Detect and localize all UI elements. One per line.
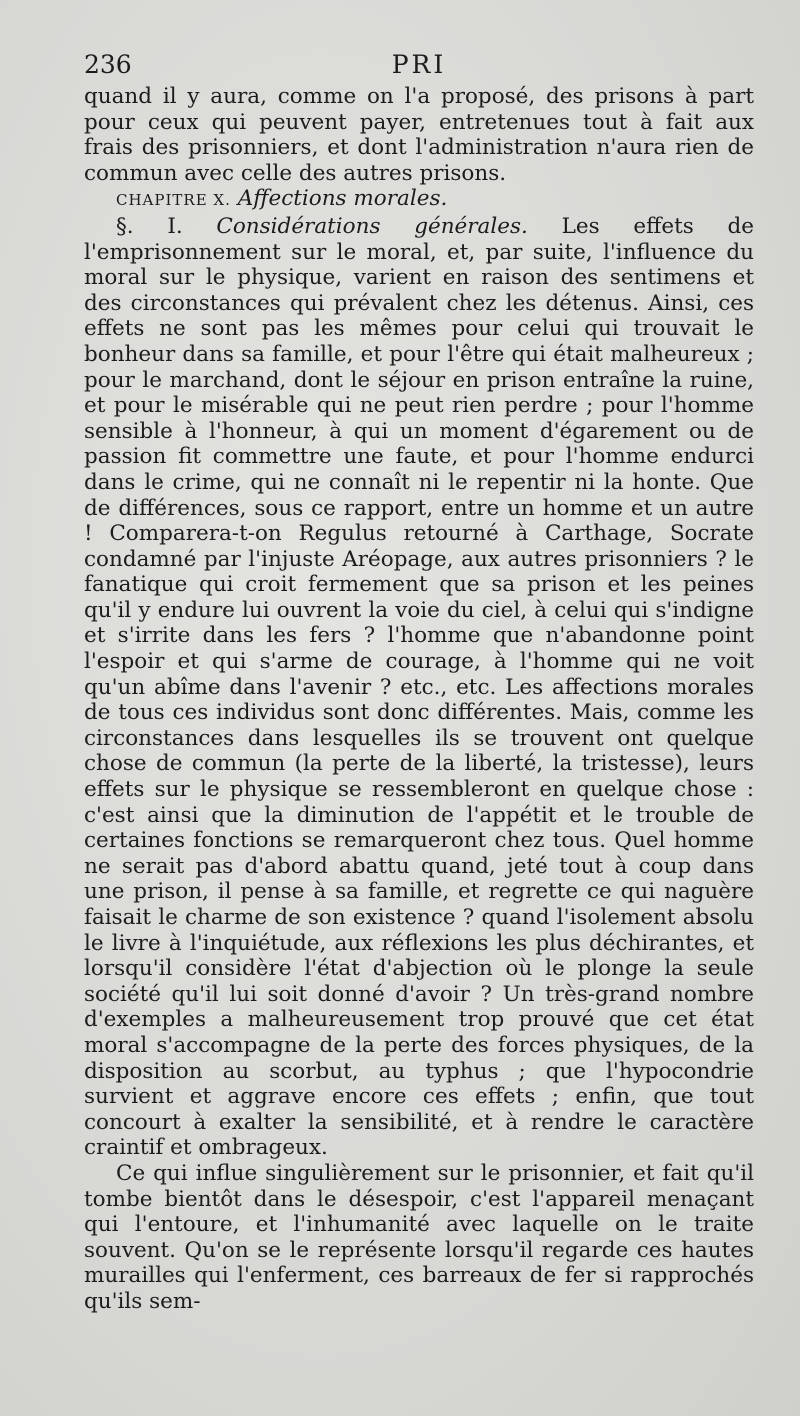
section-label: §. I.	[116, 213, 183, 239]
paragraph-continued: quand il y aura, comme on l'a proposé, des prisons à part pour ceux qui peuvent payer, entretenues tout à fait aux frais des prisonniers, et dont l'administration n'aura rien de commun avec celle des autres prisons.	[84, 84, 754, 186]
section-text: Les effets de l'emprisonnement sur le moral, et, par suite, l'influence du moral sur le physique, varient en raison des sentimens et des circonstances qui prévalent chez les détenus. Ainsi, ces effets ne sont pas les mêmes pour celui qui trouvait le bonheur dans sa famille, et pour l'être qui était malheureux ; pour le marchand, dont le séjour en prison entraîne la ruine, et pour le misérable qui ne peut rien perdre ; pour l'homme sensible à l'honneur, à qui un moment d'égarement ou de passion fit commettre une faute, et pour l'homme endurci dans le crime, qui ne connaît ni le repentir ni la honte. Que de différences, sous ce rapport, entre un homme et un autre ! Comparera-t-on Regulus retourné à Carthage, Socrate condamné par l'injuste Aréopage, aux autres prisonniers ? le fanatique qui croit fermement que sa prison et les peines qu'il y endure lui ouvrent la voie du ciel, à celui qui s'indigne et s'irrite dans les fers ? l'homme que n'abandonne point l'espoir et qui s'arme de courage, à l'homme qui ne voit qu'un abîme dans l'avenir ? etc., etc. Les affections morales de tous ces individus sont donc différentes. Mais, comme les circonstances dans lesquelles ils se trouvent ont quelque chose de commun (la perte de la liberté, la tristesse), leurs effets sur le physique se ressembleront en quelque chose : c'est ainsi que la diminution de l'appétit et le trouble de certaines fonctions se remarqueront chez tous. Quel homme ne serait pas d'abord abattu quand, jeté tout à coup dans une prison, il pense à sa famille, et regrette ce qui naguère faisait le charme de son existence ? quand l'isolement absolu le livre à l'inquiétude, aux réflexions les plus déchirantes, et lorsqu'il considère l'état d'abjection où le plonge la seule société qu'il lui soit donné d'avoir ? Un très-grand nombre d'exemples a malheureusement trop prouvé que cet état moral s'accompagne de la perte des forces physiques, de la disposition au scorbut, au typhus ; que l'hypocondrie survient et aggrave encore ces effets ; enfin, que tout concourt à exalter la sensibilité, et à rendre le caractère craintif et ombrageux.	[84, 213, 754, 1161]
running-head: PRI	[391, 50, 447, 79]
paragraph: Ce qui influe singulièrement sur le prisonnier, et fait qu'il tombe bientôt dans le désespoir, c'est l'appareil menaçant qui l'entoure, et l'inhumanité avec laquelle on le traite souvent. Qu'on se le représente lorsqu'il regarde ces hautes murailles qui l'enferment, ces barreaux de fer si rapprochés qu'ils sem-	[84, 1160, 754, 1314]
page-header	[84, 50, 754, 80]
page-number: 236	[84, 50, 132, 79]
chapter-label: CHAPITRE X.	[116, 191, 231, 210]
body-text	[84, 84, 754, 1315]
chapter-heading	[84, 186, 754, 214]
section-paragraph	[84, 214, 754, 1161]
chapter-title: Affections morales.	[237, 186, 448, 212]
section-title: Considérations générales.	[216, 213, 528, 239]
